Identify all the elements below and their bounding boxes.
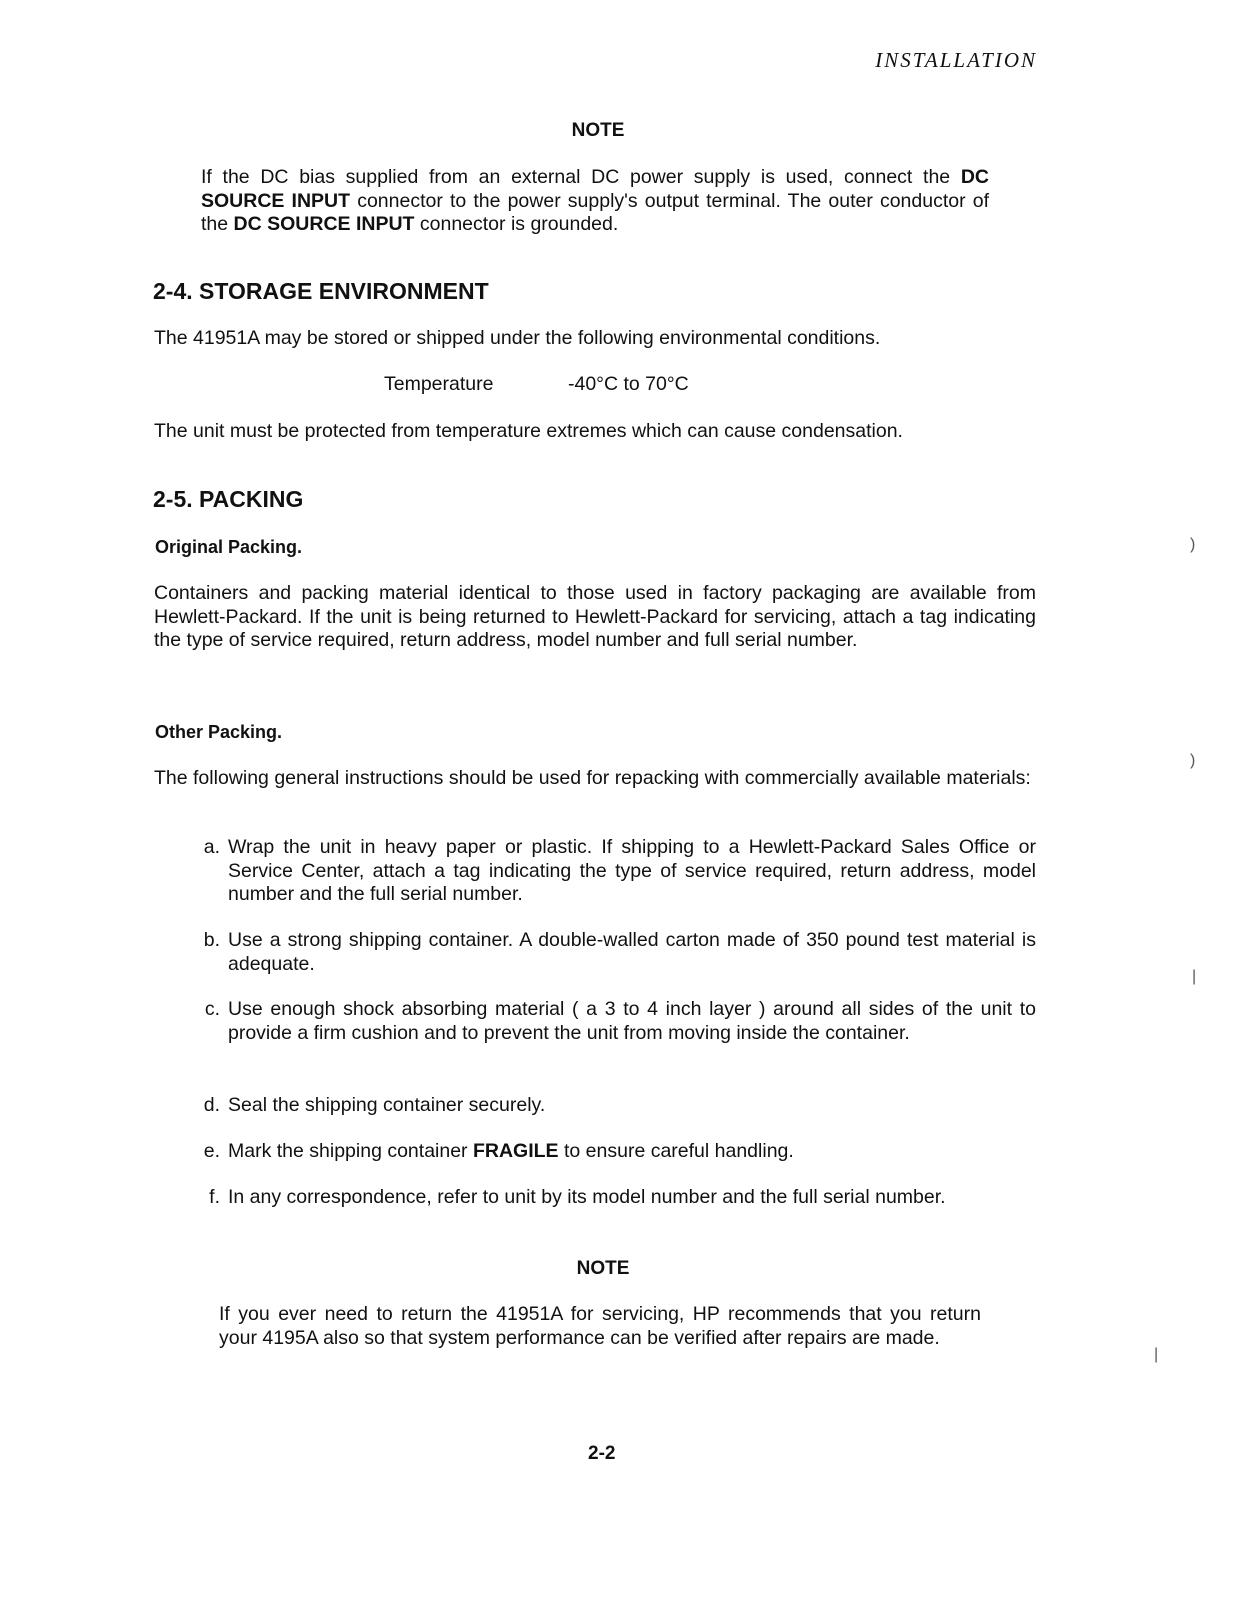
- list-item: [190, 1186, 1036, 1210]
- note-paragraph: [201, 166, 989, 237]
- list-text: In any correspondence, refer to unit by its model number and the full serial number.: [228, 1186, 946, 1208]
- list-text: Wrap the unit in heavy paper or plastic. If shipping to a Hewlett-Packard Sales Office or Service Center, attach a tag indicating the type of service required, return address, model number and the full serial number.: [228, 836, 1036, 905]
- storage-protect: The unit must be protected from temperature extremes which can cause condensation.: [154, 420, 903, 442]
- list-item: [190, 836, 1036, 907]
- scan-mark: ): [1190, 752, 1196, 769]
- temperature-value: -40°C to 70°C: [568, 373, 689, 395]
- list-item: [190, 1140, 1036, 1164]
- note-text-3: connector is grounded.: [414, 213, 619, 235]
- list-letter: b.: [203, 929, 220, 951]
- note-paragraph: If you ever need to return the 41951A for servicing, HP recommends that you return your 4195A also so that system performance can be verified after repairs are made.: [219, 1303, 981, 1349]
- list-letter: f.: [209, 1186, 220, 1208]
- other-packing-text: The following general instructions should be used for repacking with commercially available materials:: [154, 767, 1031, 789]
- page-number: 2-2: [588, 1443, 616, 1464]
- original-packing-text: Containers and packing material identical to those used in factory packaging are available from Hewlett-Packard. If the unit is being returned to Hewlett-Packard for servicing, attach a tag indicating the type of service required, return address, model number and full serial number.: [154, 582, 1036, 651]
- list-letter: e.: [203, 1140, 220, 1162]
- scan-mark: |: [1192, 968, 1197, 985]
- list-item: [190, 998, 1036, 1045]
- original-packing-title: Original Packing.: [155, 537, 303, 557]
- list-item: [190, 929, 1036, 976]
- storage-intro: The 41951A may be stored or shipped under the following environmental conditions.: [154, 327, 881, 349]
- list-item: [190, 1094, 1036, 1118]
- note-title: NOTE: [571, 120, 625, 141]
- scan-mark: |: [1154, 1346, 1159, 1363]
- list-text: Seal the shipping container securely.: [228, 1094, 546, 1116]
- section-heading-packing: 2-5. PACKING: [153, 486, 304, 512]
- note-bold-2: DC SOURCE INPUT: [233, 213, 415, 235]
- running-header: INSTALLATION: [875, 48, 1037, 72]
- fragile-label: FRAGILE: [472, 1140, 559, 1162]
- list-text-pre: Mark the shipping container: [228, 1140, 473, 1162]
- list-letter: a.: [203, 836, 220, 858]
- list-text: Use a strong shipping container. A double-walled carton made of 350 pound test material is adequate.: [228, 929, 1036, 975]
- scan-mark: ): [1190, 536, 1196, 553]
- list-letter: d.: [203, 1094, 220, 1116]
- note-text-2: connector to the power supply's output terminal. The outer conductor of the: [201, 189, 989, 235]
- list-text: Use enough shock absorbing material ( a 3 to 4 inch layer ) around all sides of the unit to provide a firm cushion and to prevent the unit from moving inside the container.: [228, 998, 1036, 1044]
- note-text-1: If the DC bias supplied from an external DC power supply is used, connect the: [201, 166, 961, 188]
- other-packing-title: Other Packing.: [155, 722, 283, 742]
- note-bold-1: DC SOURCE INPUT: [201, 166, 989, 212]
- list-text-post: to ensure careful handling.: [558, 1140, 794, 1162]
- note-title: NOTE: [576, 1258, 630, 1279]
- temperature-label: Temperature: [384, 373, 494, 395]
- list-letter: c.: [204, 998, 220, 1020]
- section-heading-storage: 2-4. STORAGE ENVIRONMENT: [153, 278, 489, 304]
- list-text: [228, 1140, 1036, 1164]
